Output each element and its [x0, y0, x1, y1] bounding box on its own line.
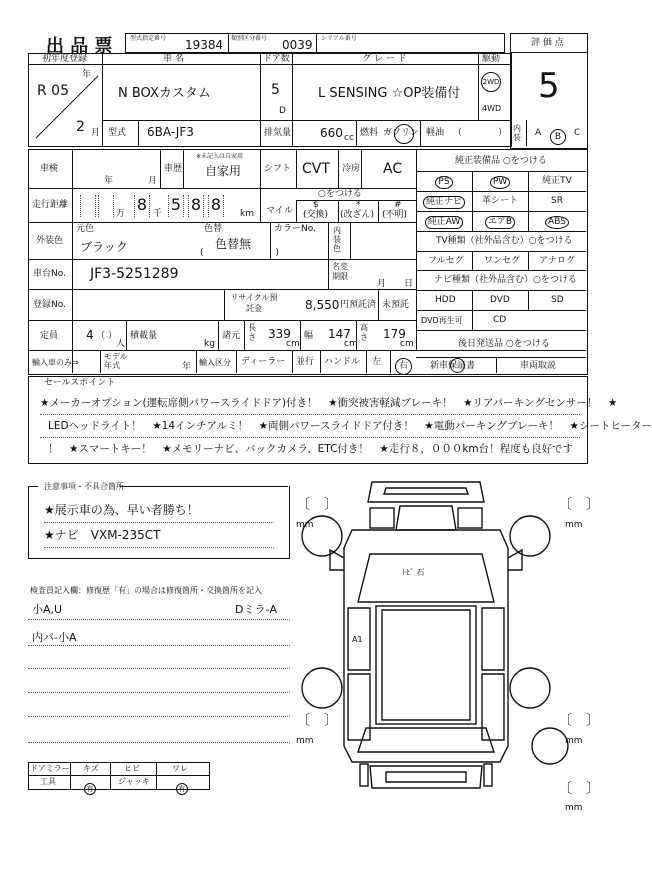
door-type: D — [279, 106, 286, 116]
hash-sub: (不明) — [382, 210, 408, 220]
tread-bracket-fr: 〔 〕 — [558, 497, 600, 513]
nav-dvd: DVD — [490, 295, 510, 305]
chassis-value: JF3-5251289 — [90, 266, 179, 282]
notes-label: 注意事項・不具合箇所 — [44, 482, 124, 491]
shift-value: CVT — [302, 161, 330, 177]
windshield — [358, 554, 494, 602]
rear-glass — [358, 728, 494, 752]
tread-mm-spare: mm — [565, 803, 583, 813]
history-note: ※未記入は自家用 — [196, 153, 244, 160]
tread-mm-rr: mm — [565, 736, 583, 746]
disp-label: 排気量 — [264, 128, 292, 138]
orig-color-label: 元色 — [76, 224, 95, 234]
disp-value: 660 — [320, 126, 343, 140]
disp-unit: cc — [344, 133, 354, 143]
model-year-label: モデル年式 — [104, 352, 128, 370]
drive-2wd-circled: 2WD — [481, 72, 501, 92]
capacity-paren: （ ） — [96, 331, 117, 341]
interior-label: 内装 — [513, 124, 521, 142]
dollar-sub: (交換) — [303, 210, 329, 220]
note-line: ★ナビ VXM-235CT — [44, 523, 274, 548]
wheel-front-right — [510, 516, 550, 556]
door-rear-left — [348, 674, 370, 740]
length-value: 339 — [268, 327, 291, 341]
sheet-title: 出 品 票 — [46, 36, 113, 57]
later-manual: 車両取説 — [520, 361, 557, 371]
tint-label: 色替 — [204, 224, 223, 234]
legend-mirror: ドアミラー — [30, 764, 70, 773]
cd-label: CD — [493, 315, 507, 325]
ext-color: ブラック — [80, 240, 128, 254]
serial-label: シリアル番号 — [321, 35, 357, 42]
tread-bracket-fl: 〔 〕 — [296, 497, 338, 513]
genuine-equip-grid — [416, 171, 586, 231]
height-value: 179 — [383, 327, 406, 341]
wheel-rear-right — [510, 668, 550, 708]
grade-label: グ レ ー ド — [362, 54, 407, 64]
mileage-digit: 8 — [208, 195, 224, 217]
rear-bumper — [370, 766, 482, 788]
shift-label: シフト — [264, 164, 292, 174]
tread-mm-rl: mm — [296, 736, 314, 746]
equip-genuine-aw: 純正AW — [416, 216, 472, 229]
equip-airbag: エアB — [472, 216, 528, 229]
sales-point-lines — [40, 392, 652, 460]
ac-label: 冷房 — [342, 164, 361, 174]
month-unit: 月 — [91, 128, 101, 138]
score-label: 評 価 点 — [531, 38, 564, 48]
recycle-value: 8,550 — [305, 298, 340, 312]
inspector-line-1-left: 小A,U — [32, 603, 63, 616]
color-no-label: カラーNo. — [274, 224, 316, 234]
fuel-circle — [394, 124, 414, 144]
sales-line: LEDヘッドライト！ ★14インチアルミ！ ★両側パワースライドドア付き！ ★電動パーキングブレーキ！ ★シートヒーター — [40, 415, 580, 438]
nc-day: 日 — [404, 279, 414, 289]
model-year-unit: 年 — [182, 362, 192, 372]
later-warranty: 新車保証書 — [430, 361, 476, 371]
equip-genuine-nav: 純正ナビ — [416, 196, 472, 209]
history-value: 自家用 — [205, 164, 242, 178]
recycle-unit: 円預託済 — [340, 300, 377, 310]
int-color-label: 内装色 — [333, 226, 341, 253]
interior-c: C — [574, 128, 581, 138]
doors-value: 5 — [271, 82, 280, 98]
tread-bracket-rr: 〔 〕 — [558, 713, 600, 729]
interior-b-circled: B — [550, 124, 566, 145]
mileage-digit: 5 — [168, 195, 184, 217]
roof — [376, 606, 476, 724]
fuel-diesel: 軽油 — [426, 128, 445, 138]
recycle-none: 未預託 — [382, 300, 410, 310]
legend-crack: ヒビ — [124, 764, 140, 773]
interior-a: A — [535, 128, 542, 138]
inspector-line-2-left: 内パ-小A — [32, 631, 77, 644]
person-unit: 人 — [116, 339, 126, 349]
model-label: 型式 — [108, 128, 127, 138]
class-no-label: 類別区分番号 — [231, 35, 268, 42]
nav-hdd: HDD — [435, 295, 456, 305]
legend-scratch: キズ — [83, 764, 99, 773]
legend-tools-yes: 有 — [84, 776, 96, 795]
import-label: 輸入車のみ⇒ — [32, 358, 79, 367]
handle-left: 左 — [372, 357, 382, 367]
name-change-label: 名変期限 — [332, 262, 348, 281]
tv-oneseg: ワンセグ — [484, 256, 521, 266]
door-rear-right — [482, 674, 504, 740]
legend-break: ワレ — [172, 764, 188, 773]
year-unit: 年 — [82, 70, 92, 80]
tread-mm-fl: mm — [296, 520, 314, 530]
unit-note: ○をつける — [318, 189, 362, 199]
diesel-paren: （ ） — [453, 128, 508, 138]
star-mark: * — [356, 200, 361, 210]
handle-right-circled: 右 — [395, 353, 412, 375]
equip-pw: PW — [472, 176, 528, 189]
length-label: 長さ — [248, 323, 256, 342]
front-fender-right — [458, 508, 482, 528]
shaken-month-unit: 月 — [148, 176, 158, 186]
windshield-note: ﾄﾋﾞ 石 — [402, 568, 425, 577]
height-cm: cm — [400, 339, 414, 349]
width-cm: cm — [344, 339, 358, 349]
hood — [396, 506, 456, 530]
mileage-digit — [80, 195, 96, 217]
car-name: N BOXカスタム — [118, 86, 211, 101]
era-year: R 05 — [37, 83, 69, 99]
import-parallel: 並行 — [296, 357, 315, 367]
door-note: A1 — [352, 635, 363, 644]
body-outline — [344, 530, 508, 762]
mileage-label: 走行距離 — [32, 200, 69, 210]
inspector-label: 検査員記入欄：修復歴「有」の場合は修復箇所・交換箇所を記入 — [30, 586, 262, 595]
kg-unit: kg — [204, 339, 215, 349]
first-reg-label: 初年度登録 — [42, 54, 88, 64]
class-no: 0039 — [282, 38, 313, 52]
equip-genuine-tv: 純正TV — [542, 176, 572, 186]
equip-abs: ABS — [528, 216, 586, 229]
reg-no-label: 登録No. — [33, 300, 66, 310]
tread-mm-fr: mm — [565, 520, 583, 530]
tint-paren: ( ) — [200, 248, 280, 258]
dollar-mark: $ — [313, 200, 319, 210]
equip-ps: PS — [416, 176, 472, 189]
length-cm: cm — [286, 339, 300, 349]
tv-fullseg: フルセグ — [428, 256, 464, 266]
genuine-equip-label: 純正装備品 ○をつける — [455, 156, 547, 166]
equip-sr: SR — [551, 196, 563, 206]
width-label: 幅 — [304, 331, 314, 341]
ext-color-label: 外装色 — [36, 236, 64, 246]
spare-wheel — [532, 728, 568, 764]
mileage-digit — [98, 195, 114, 217]
ac-value: AC — [383, 161, 403, 177]
tv-type-label: TV種類（社外品含む）○をつける — [436, 236, 573, 246]
star-sub: (改ざん) — [340, 210, 375, 220]
man-unit: 万 — [116, 209, 126, 219]
handle-label: ハンドル — [324, 357, 361, 367]
width-value: 147 — [328, 327, 351, 341]
hash-mark: # — [394, 200, 402, 210]
capacity-label: 定員 — [40, 331, 59, 341]
later-label: 後日発送品 ○をつける — [458, 339, 550, 349]
import-type-label: 輸入区分 — [199, 358, 231, 367]
type-no-label: 型式指定番号 — [130, 35, 167, 42]
model-value: 6BA-JF3 — [147, 125, 194, 139]
recycle-label: リサイクル預託金 — [230, 293, 278, 313]
grade-value: L SENSING ☆OP装備付 — [318, 86, 461, 101]
car-body-diagram — [290, 478, 590, 808]
sales-line: ★メーカーオプション(運転席側パワースライドドア)付き！ ★衝突被害軽減ブレーキ！ ★リアパーキングセンサー！ ★ — [40, 392, 580, 415]
mileage-digits — [76, 191, 256, 217]
mileage-digit: 8 — [134, 195, 150, 217]
history-label: 車歴 — [164, 164, 183, 174]
wheel-rear-left — [302, 668, 342, 708]
front-fender-left — [370, 508, 394, 528]
capacity-value: 4 — [86, 328, 94, 342]
fuel-label: 燃料 — [360, 128, 379, 138]
type-no: 19384 — [185, 38, 224, 52]
legend-jack: ジャッキ — [118, 777, 150, 786]
note-line: ★展示車の為、早い者勝ち！ — [44, 498, 274, 523]
shaken-year-unit: 年 — [104, 176, 114, 186]
mile-label: マイル — [266, 206, 293, 216]
doors-label: ドア数 — [263, 54, 290, 64]
dvd-play-label: DVD再生可 — [421, 316, 463, 325]
tv-analog: アナログ — [539, 256, 576, 266]
drive-label: 駆動 — [482, 54, 501, 64]
km-unit: km — [240, 209, 254, 219]
sales-line: ！ ★スマートキー！ ★メモリーナビ、バックカメラ、ETC付き！ ★走行８，０００km台！程度も良好です — [48, 443, 574, 455]
notes-lines — [44, 498, 274, 548]
height-label: 高さ — [360, 323, 368, 342]
mileage-digit: 8 — [188, 195, 204, 217]
header-number-row — [125, 33, 505, 53]
car-name-label: 車 名 — [163, 54, 184, 64]
tread-bracket-rl: 〔 〕 — [296, 713, 338, 729]
inspector-line-1-right: Dミラ-A — [235, 603, 277, 616]
legend-tools: 工具 — [40, 777, 56, 786]
score-value: 5 — [538, 66, 560, 106]
equip-leather: 革シート — [481, 196, 518, 206]
sales-point-label: セールスポイント — [44, 378, 116, 388]
fuel-gasoline: ガソリン — [383, 128, 420, 138]
dims-label: 諸元 — [222, 331, 241, 341]
door-front-right — [482, 608, 504, 670]
nav-type-label: ナビ種類（社外品含む）○をつける — [434, 275, 577, 285]
reg-month: 2 — [76, 119, 85, 135]
sen-unit: 千 — [153, 209, 163, 219]
import-dealer: ディーラー — [241, 357, 286, 367]
shaken-label: 車検 — [40, 164, 59, 174]
tint-value: 色替無 — [215, 237, 252, 251]
chassis-label: 車台No. — [33, 269, 66, 279]
tread-bracket-spare: 〔 〕 — [558, 781, 600, 797]
legend-jack-yes: 有 — [176, 776, 188, 795]
nav-sd: SD — [551, 295, 564, 305]
warranty-circle — [450, 358, 465, 373]
nc-month: 月 — [377, 279, 387, 289]
drive-4wd: 4WD — [482, 104, 502, 113]
load-label: 積載量 — [130, 331, 158, 341]
